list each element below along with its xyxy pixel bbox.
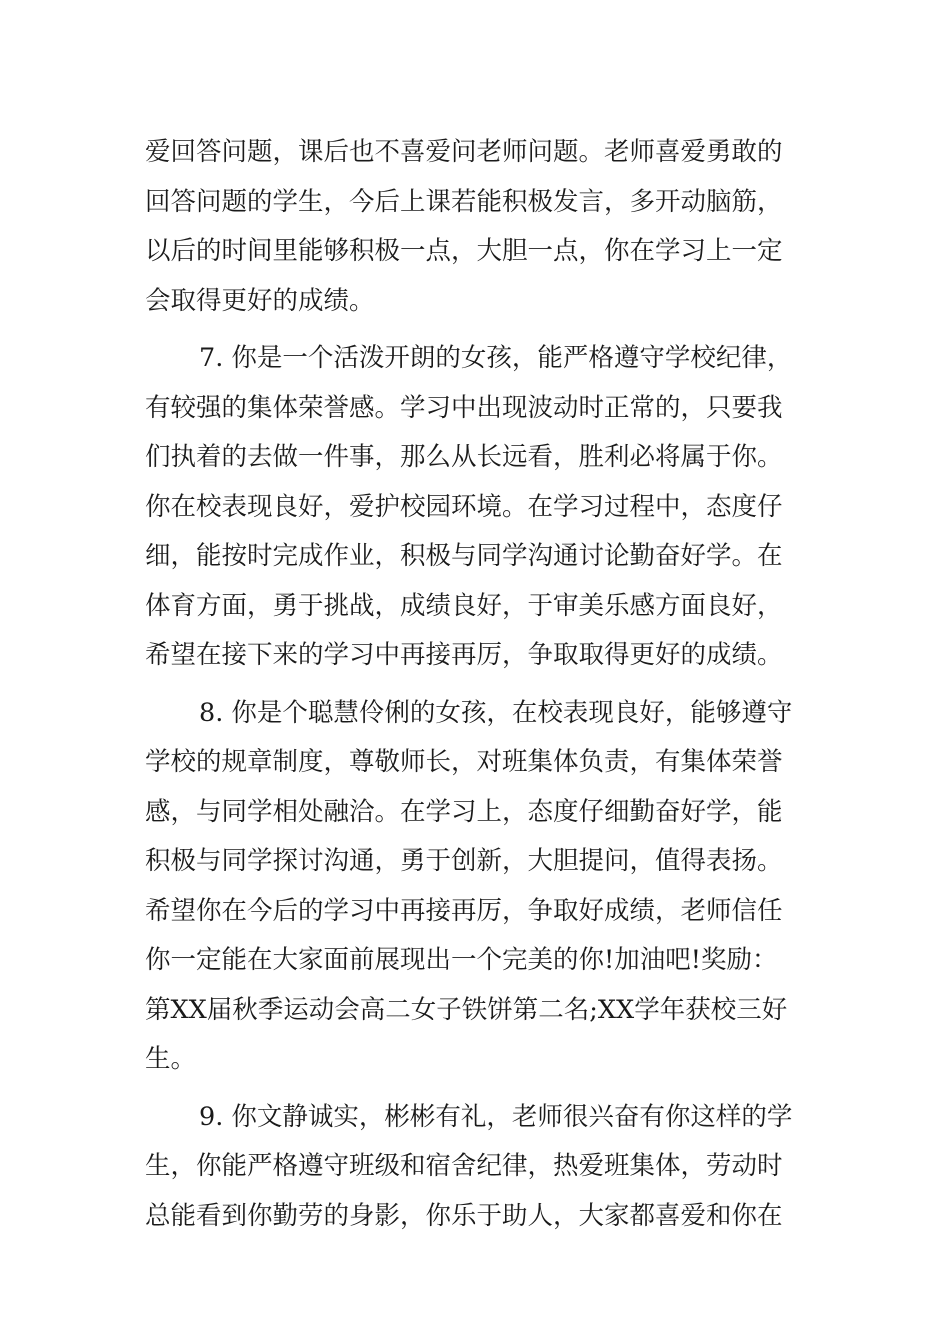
text-line: 们执着的去做一件事，那么从长远看，胜利必将属于你。 xyxy=(145,442,783,472)
text-line: 感，与同学相处融洽。在学习上，态度仔细勤奋好学，能 xyxy=(145,796,783,827)
text-line: 9. 你文静诚实，彬彬有礼，老师很兴奋有你这样的学 xyxy=(199,1101,793,1132)
text-line: 学校的规章制度，尊敬师长，对班集体负责，有集体荣誉 xyxy=(145,747,783,777)
text-line: 7. 你是一个活泼开朗的女孩，能严格遵守学校纪律， xyxy=(199,343,793,373)
text-line: 积极与同学探讨沟通，勇于创新，大胆提问，值得表扬。 xyxy=(145,846,783,876)
document-body xyxy=(145,128,810,1241)
text-line: 8. 你是个聪慧伶俐的女孩，在校表现良好，能够遵守 xyxy=(199,697,793,728)
text-line: 体育方面，勇于挑战，成绩良好，于审美乐感方面良好， xyxy=(145,590,783,621)
paragraph-7 xyxy=(145,334,810,681)
text-line: 细，能按时完成作业，积极与同学沟通讨论勤奋好学。在 xyxy=(145,541,783,571)
paragraph-9 xyxy=(145,1093,810,1242)
text-line: 以后的时间里能够积极一点，大胆一点，你在学习上一定 xyxy=(145,236,783,266)
text-line: 希望你在今后的学习中再接再厉，争取好成绩，老师信任 xyxy=(145,895,783,926)
text-line: 总能看到你勤劳的身影，你乐于助人，大家都喜爱和你在 xyxy=(145,1200,783,1231)
text-line: 第XX届秋季运动会高二女子铁饼第二名;XX学年获校三好 xyxy=(145,994,788,1025)
paragraph-8 xyxy=(145,689,810,1085)
text-line: 你在校表现良好，爱护校园环境。在学习过程中，态度仔 xyxy=(145,491,783,522)
text-line: 你一定能在大家面前展现出一个完美的你!加油吧!奖励： xyxy=(145,945,778,975)
text-line: 会取得更好的成绩。 xyxy=(145,285,375,316)
paragraph-gap xyxy=(145,1085,810,1093)
text-line: 回答问题的学生，今后上课若能积极发言，多开动脑筋， xyxy=(145,186,783,217)
text-line: 希望在接下来的学习中再接再厉，争取取得更好的成绩。 xyxy=(145,640,783,670)
text-line: 生，你能严格遵守班级和宿舍纪律，热爱班集体，劳动时 xyxy=(145,1151,783,1181)
paragraph-gap xyxy=(145,326,810,334)
paragraph-gap xyxy=(145,681,810,689)
paragraph-continued xyxy=(145,128,810,326)
text-line: 有较强的集体荣誉感。学习中出现波动时正常的，只要我 xyxy=(145,392,783,423)
text-line: 爱回答问题，课后也不喜爱问老师问题。老师喜爱勇敢的 xyxy=(145,137,783,167)
text-line: 生。 xyxy=(145,1044,197,1074)
